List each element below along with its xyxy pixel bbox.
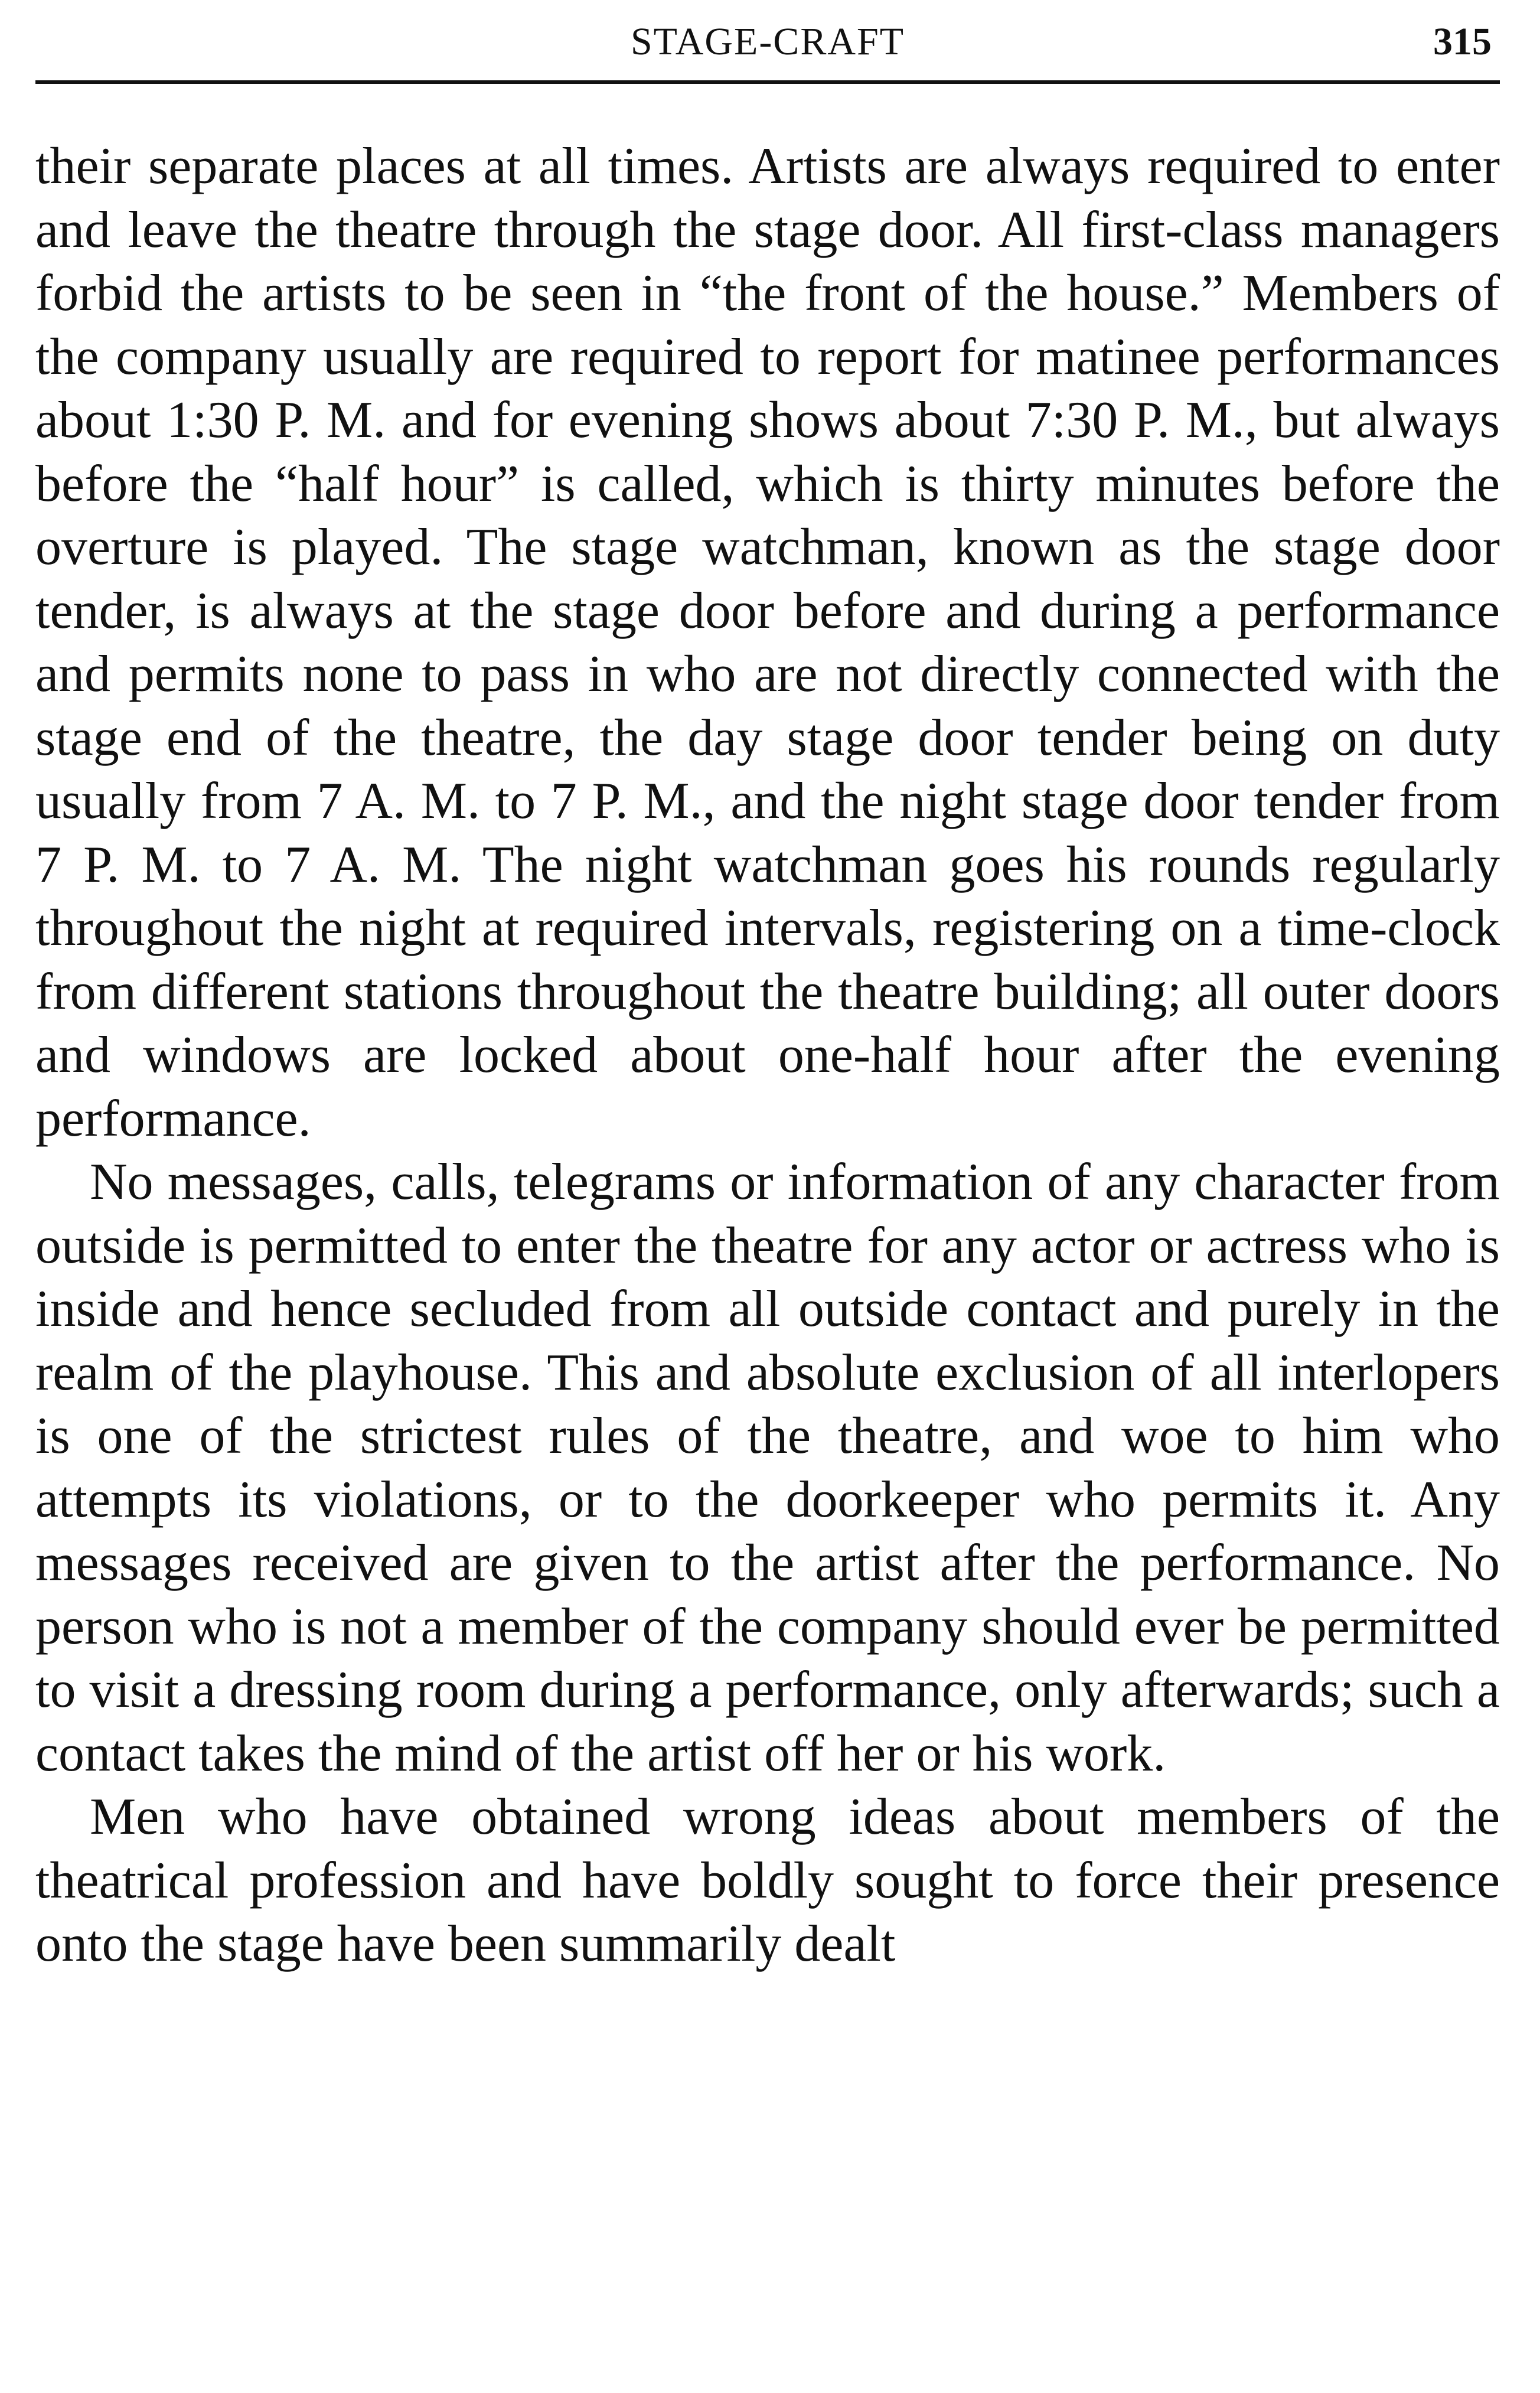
- paragraph-1: their separate places at all times. Artists are always required to enter and leave the theatre through the stage door. All first-class managers forbid the artists to be seen in “the front of the house.” Members of the company usually are required to report for matinee performances about 1:30 P. M. and for evening shows about 7:30 P. M., but always before the “half hour” is called, which is thirty minutes before the overture is played. The stage watchman, known as the stage door tender, is always at the stage door before and during a performance and permits none to pass in who are not directly connected with the stage end of the theatre, the day stage door tender being on duty usually from 7 A. M. to 7 P. M., and the night stage door tender from 7 P. M. to 7 A. M. The night watchman goes his rounds regularly throughout the night at required intervals, registering on a time-clock from different stations throughout the theatre building; all outer doors and windows are locked about one-half hour after the evening performance.: [35, 138, 1500, 1147]
- running-head: [35, 9, 1500, 74]
- paragraph-3: Men who have obtained wrong ideas about members of the theatrical profession and have boldly sought to force their presence onto the stage have been summarily dealt: [35, 1788, 1500, 1973]
- body-text: [35, 135, 1500, 1976]
- page-number: 315: [1433, 20, 1492, 63]
- running-title: STAGE-CRAFT: [630, 20, 905, 63]
- book-page: [35, 0, 1500, 2393]
- header-rule: [35, 80, 1500, 84]
- paragraph-2: No messages, calls, telegrams or information of any character from outside is permitted to enter the theatre for any actor or actress who is inside and hence secluded from all outside contact and purely in the realm of the playhouse. This and absolute exclusion of all interlopers is one of the strictest rules of the theatre, and woe to him who attempts its violations, or to the doorkeeper who permits it. Any messages received are given to the artist after the performance. No person who is not a member of the company should ever be permitted to visit a dressing room during a performance, only afterwards; such a contact takes the mind of the artist off her or his work.: [35, 1153, 1500, 1782]
